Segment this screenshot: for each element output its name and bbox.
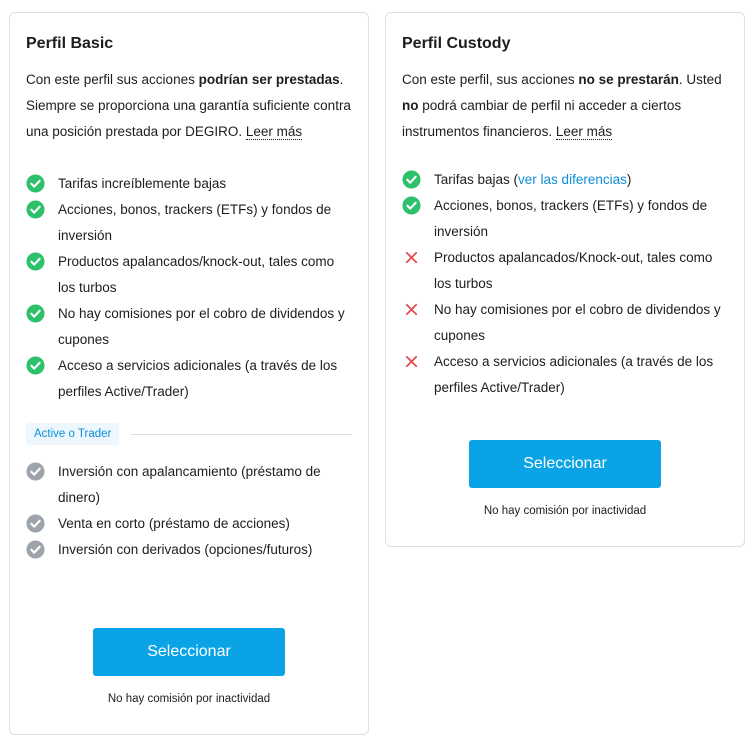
list-item: Tarifas bajas (ver las diferencias) — [402, 167, 728, 193]
list-item: Acceso a servicios adicionales (a través de los perfiles Active/Trader) — [402, 349, 728, 401]
divider-line — [131, 434, 352, 435]
basic-inactivity-note: No hay comisión por inactividad — [107, 693, 271, 705]
cross-icon — [402, 300, 421, 319]
active-trader-divider — [26, 423, 352, 445]
custody-profile-card — [385, 12, 745, 547]
check-circle-icon — [26, 356, 45, 375]
check-circle-icon — [402, 196, 421, 215]
basic-button-area — [10, 628, 368, 705]
basic-profile-card — [9, 12, 369, 735]
list-item: No hay comisiones por el cobro de dividendos y cupones — [402, 297, 728, 349]
list-item: Acciones, bonos, trackers (ETFs) y fondos de inversión — [402, 193, 728, 245]
custody-read-more-link[interactable]: Leer más — [555, 124, 613, 139]
custody-card-title: Perfil Custody — [402, 35, 511, 52]
list-item: Productos apalancados/Knock-out, tales como los turbos — [402, 245, 728, 297]
see-differences-link[interactable]: ver las diferencias — [518, 172, 627, 187]
check-circle-icon — [26, 252, 45, 271]
basic-select-button[interactable]: Seleccionar — [93, 628, 285, 676]
list-item: Acceso a servicios adicionales (a través de los perfiles Active/Trader) — [26, 353, 352, 405]
check-circle-gray-icon — [26, 540, 45, 559]
custody-feature-list — [402, 167, 728, 401]
check-circle-icon — [26, 200, 45, 219]
basic-feature-list — [26, 171, 352, 405]
list-item: Tarifas increíblemente bajas — [26, 171, 352, 197]
list-item: Inversión con derivados (opciones/futuros) — [26, 537, 352, 563]
active-trader-tag: Active o Trader — [26, 423, 119, 445]
custody-description: Con este perfil, sus acciones no se prestarán. Usted no podrá cambiar de perfil ni acceder a ciertos instrumentos financieros. Leer más — [402, 72, 722, 139]
cross-icon — [402, 248, 421, 267]
basic-extra-feature-list — [26, 459, 352, 563]
basic-card-title: Perfil Basic — [26, 35, 114, 52]
list-item: Venta en corto (préstamo de acciones) — [26, 511, 352, 537]
check-circle-icon — [26, 174, 45, 193]
list-item: No hay comisiones por el cobro de dividendos y cupones — [26, 301, 352, 353]
cross-icon — [402, 352, 421, 371]
basic-read-more-link[interactable]: Leer más — [245, 124, 303, 139]
basic-description: Con este perfil sus acciones podrían ser prestadas. Siempre se proporciona una garantía suficiente contra una posición prestada por DEGIRO. Leer más — [26, 72, 351, 139]
check-circle-gray-icon — [26, 514, 45, 533]
custody-button-area — [386, 440, 744, 517]
check-circle-gray-icon — [26, 462, 45, 481]
custody-select-button[interactable]: Seleccionar — [469, 440, 661, 488]
check-circle-icon — [26, 304, 45, 323]
check-circle-icon — [402, 170, 421, 189]
list-item: Acciones, bonos, trackers (ETFs) y fondos de inversión — [26, 197, 352, 249]
list-item: Inversión con apalancamiento (préstamo de dinero) — [26, 459, 352, 511]
list-item: Productos apalancados/knock-out, tales como los turbos — [26, 249, 352, 301]
custody-inactivity-note: No hay comisión por inactividad — [483, 505, 647, 517]
